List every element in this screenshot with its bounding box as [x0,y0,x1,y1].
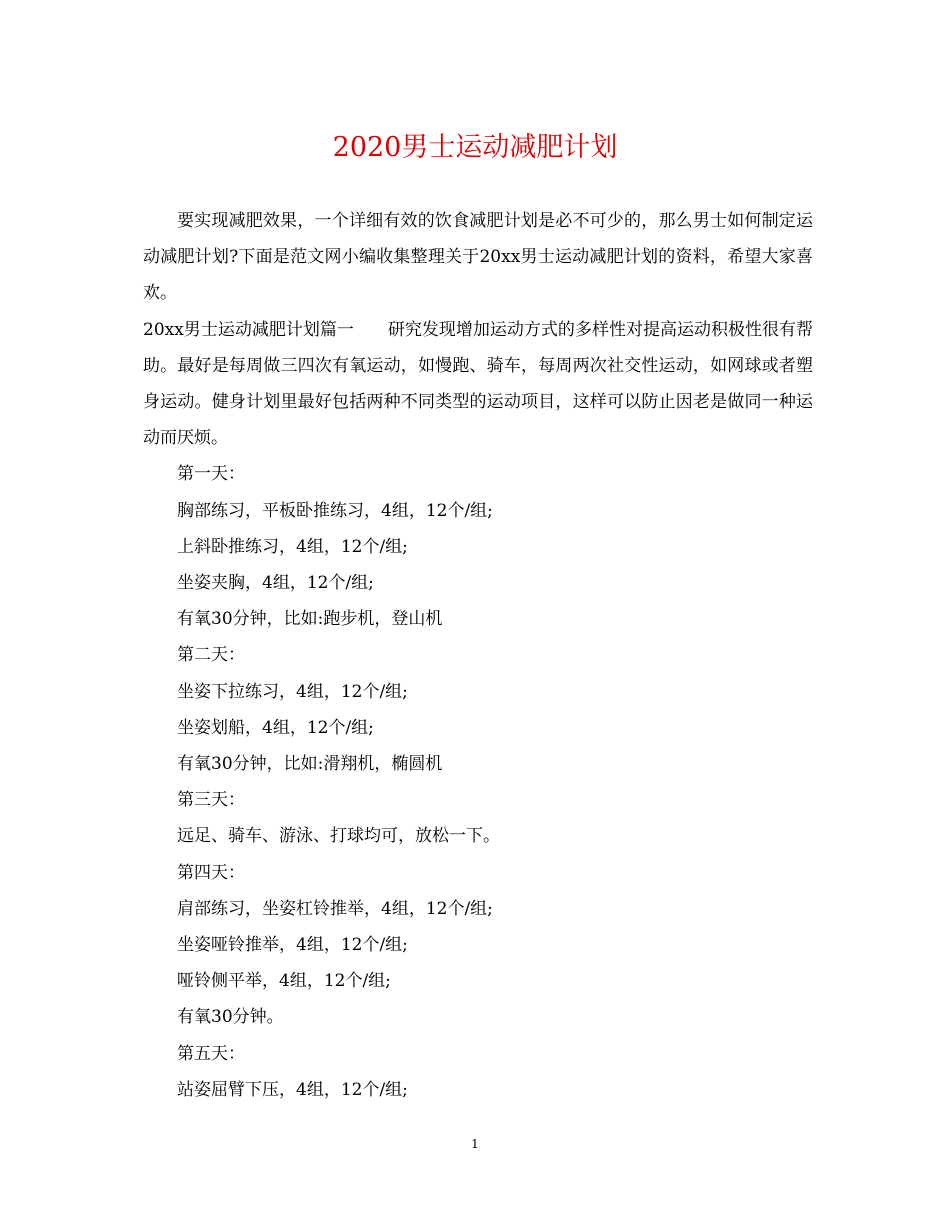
schedule-line: 坐姿哑铃推举，4组，12个/组; [177,935,408,956]
schedule-line: 站姿屈臂下压，4组，12个/组; [177,1079,408,1100]
schedule-line: 坐姿下拉练习，4组，12个/组; [177,681,408,702]
schedule-line: 上斜卧推练习，4组，12个/组; [177,536,408,557]
schedule-line: 肩部练习，坐姿杠铃推举，4组，12个/组; [177,898,493,919]
section-label: 20xx男士运动减肥计划篇一 [143,319,354,340]
page-number: 1 [471,1137,479,1151]
schedule-line: 坐姿夹胸，4组，12个/组; [177,573,374,594]
schedule-line: 第四天： [177,862,245,883]
schedule-line: 坐姿划船，4组，12个/组; [177,717,374,738]
schedule-line: 哑铃侧平举，4组，12个/组; [177,971,391,992]
schedule-line: 第一天： [177,464,245,485]
section-paragraph [143,312,813,457]
schedule-line: 第五天： [177,1043,245,1064]
schedule-line: 有氧30分钟，比如:滑翔机，椭圆机 [177,754,443,775]
intro-paragraph: 要实现减肥效果，一个详细有效的饮食减肥计划是必不可少的，那么男士如何制定运动减肥计划?下面是范文网小编收集整理关于20xx男士运动减肥计划的资料，希望大家喜欢。 [143,211,813,304]
schedule-line: 有氧30分钟。 [177,1007,284,1028]
schedule-line: 有氧30分钟，比如:跑步机，登山机 [177,609,443,630]
document-body [143,203,813,1108]
schedule-line: 第二天： [177,645,245,666]
schedule-line: 第三天： [177,790,245,811]
section-text: 研究发现增加运动方式的多样性对提高运动积极性很有帮助。最好是每周做三四次有氧运动，如慢跑、骑车，每周两次社交性运动，如网球或者塑身运动。健身计划里最好包括两种不同类型的运动项目，这样可以防止因老是做同一种运动而厌烦。 [143,319,814,449]
schedule-line: 远足、骑车、游泳、打球均可，放松一下。 [177,826,500,847]
schedule-lines [143,456,813,1108]
document-title: 2020男士运动减肥计划 [332,132,618,163]
schedule-line: 胸部练习，平板卧推练习，4组，12个/组; [177,500,493,521]
